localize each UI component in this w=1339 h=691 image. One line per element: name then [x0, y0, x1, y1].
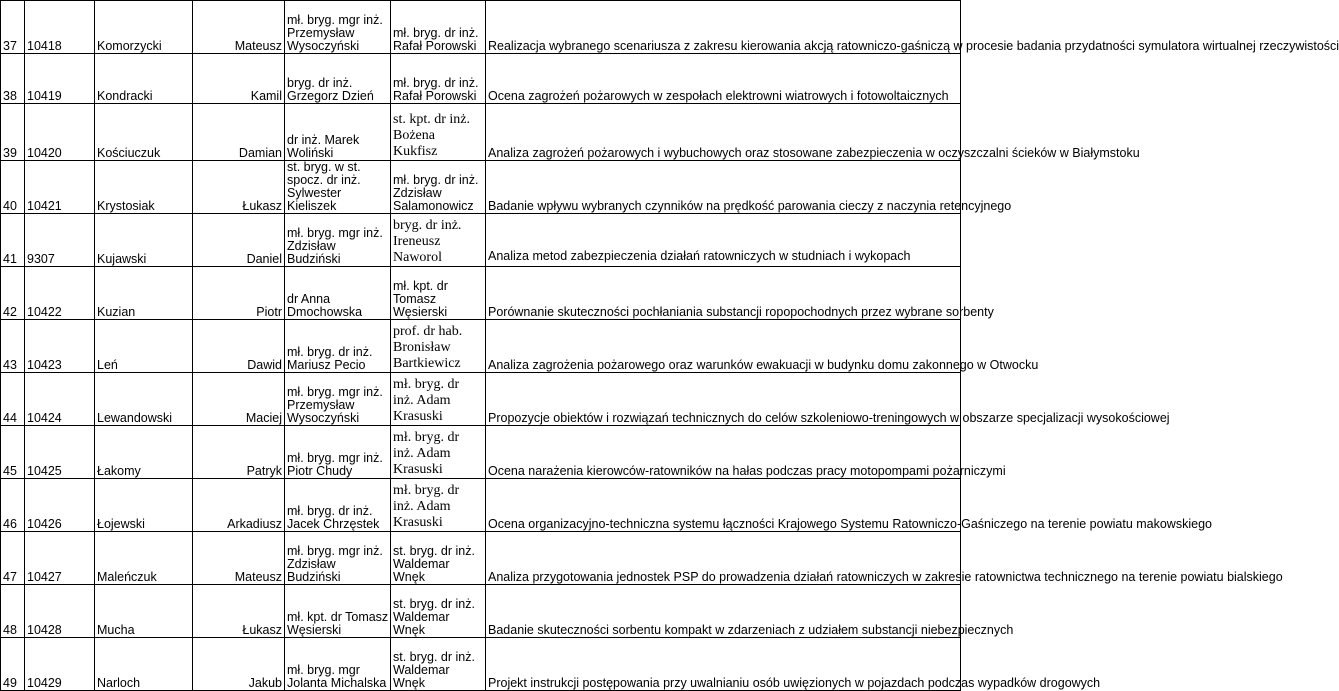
row-number: 49 [1, 638, 25, 691]
supervisor-cell [285, 479, 391, 532]
thesis-topic: Ocena zagrożeń pożarowych w zespołach elektrowni wiatrowych i fotowoltaicznych [486, 54, 961, 104]
student-surname: Komorzycki [95, 1, 193, 54]
student-first-name: Damian [193, 104, 285, 161]
reviewer-line: Salamonowicz [393, 199, 474, 213]
supervisor-line: Wysoczyński [287, 39, 360, 53]
reviewer-line: Węsierski [393, 305, 448, 319]
student-first-name: Maciej [193, 373, 285, 426]
supervisor-cell [285, 267, 391, 320]
supervisor-line: mł. bryg. dr inż. [287, 345, 373, 359]
reviewer-cell [391, 214, 486, 267]
reviewer-line: mł. bryg. dr inż. [393, 76, 479, 90]
reviewer-line: Bronisław [393, 340, 451, 355]
student-id: 10428 [25, 585, 95, 638]
supervisor-line: Grzegorz Dzień [287, 89, 374, 103]
reviewer-cell [391, 479, 486, 532]
table-row [1, 320, 961, 373]
supervisor-cell [285, 214, 391, 267]
reviewer-line: Krasuski [393, 462, 443, 477]
supervisor-line: Woliński [287, 146, 334, 160]
student-first-name: Kamil [193, 54, 285, 104]
supervisor-line: Przemysław [287, 26, 355, 40]
reviewer-cell [391, 638, 486, 691]
student-first-name: Dawid [193, 320, 285, 373]
thesis-topic: Analiza przygotowania jednostek PSP do prowadzenia działań ratowniczych w zakresie ratownictwa technicznego na terenie powiatu bialskiego [486, 532, 961, 585]
supervisor-cell [285, 54, 391, 104]
supervisor-line: mł. bryg. mgr inż. [287, 451, 383, 465]
student-id: 10420 [25, 104, 95, 161]
student-first-name: Piotr [193, 267, 285, 320]
thesis-topic: Analiza metod zabezpieczenia działań ratowniczych w studniach i wykopach [486, 214, 961, 267]
reviewer-line: mł. bryg. dr [393, 483, 460, 498]
reviewer-cell [391, 320, 486, 373]
supervisor-line: Budziński [287, 570, 341, 584]
supervisor-line: mł. bryg. mgr inż. [287, 544, 383, 558]
reviewer-line: Wnęk [393, 570, 425, 584]
supervisor-cell [285, 585, 391, 638]
supervisor-cell [285, 373, 391, 426]
reviewer-line: Tomasz [393, 292, 437, 306]
student-id: 9307 [25, 214, 95, 267]
supervisor-cell [285, 161, 391, 214]
reviewer-cell [391, 1, 486, 54]
reviewer-line: mł. bryg. dr [393, 430, 460, 445]
reviewer-line: Naworol [393, 250, 442, 265]
reviewer-cell [391, 532, 486, 585]
table-row [1, 161, 961, 214]
reviewer-cell [391, 54, 486, 104]
reviewer-line: inż. Adam [393, 446, 451, 461]
table-body [1, 1, 1339, 691]
student-id: 10424 [25, 373, 95, 426]
reviewer-line: st. bryg. dr inż. [393, 650, 475, 664]
supervisor-line: mł. bryg. mgr inż. [287, 385, 383, 399]
thesis-topic: Badanie wpływu wybranych czynników na prędkość parowania cieczy z naczynia retencyjnego [486, 161, 961, 214]
reviewer-line: st. bryg. dr inż. [393, 544, 475, 558]
table-row [1, 532, 961, 585]
supervisor-line: mł. kpt. dr Tomasz [287, 610, 389, 624]
student-id: 10423 [25, 320, 95, 373]
reviewer-line: bryg. dr inż. [393, 218, 462, 233]
supervisor-line: Zdzisław [287, 239, 336, 253]
reviewer-cell [391, 161, 486, 214]
reviewer-line: Wnęk [393, 676, 425, 690]
row-number: 41 [1, 214, 25, 267]
reviewer-line: Bożena [393, 128, 435, 143]
thesis-topic: Projekt instrukcji postępowania przy uwalnianiu osób uwięzionych w pojazdach podczas wypadków drogowych [486, 638, 961, 691]
thesis-topic: Porównanie skuteczności pochłaniania substancji ropopochodnych przez wybrane sorbenty [486, 267, 961, 320]
thesis-topic: Badanie skuteczności sorbentu kompakt w zdarzeniach z udziałem substancji niebezpiecznych [486, 585, 961, 638]
student-first-name: Patryk [193, 426, 285, 479]
reviewer-line: inż. Adam [393, 393, 451, 408]
reviewer-line: Waldemar [393, 557, 450, 571]
supervisor-cell [285, 426, 391, 479]
table-row [1, 1, 961, 54]
reviewer-line: Zdzisław [393, 186, 442, 200]
supervisor-line: mł. bryg. mgr inż. [287, 226, 383, 240]
supervisor-line: Sylwester [287, 186, 342, 200]
supervisor-line: st. bryg. w st. [287, 160, 361, 174]
table-row [1, 585, 961, 638]
reviewer-line: Waldemar [393, 610, 450, 624]
supervisor-line: Dmochowska [287, 305, 363, 319]
student-id: 10421 [25, 161, 95, 214]
supervisor-cell [285, 104, 391, 161]
student-id: 10426 [25, 479, 95, 532]
student-surname: Narloch [95, 638, 193, 691]
thesis-topic: Propozycje obiektów i rozwiązań technicznych do celów szkoleniowo-treningowych w obszarze specjalizacji wysokościowej [486, 373, 961, 426]
reviewer-line: mł. bryg. dr [393, 377, 460, 392]
student-id: 10429 [25, 638, 95, 691]
reviewer-line: mł. bryg. dr inż. [393, 173, 479, 187]
table-row [1, 479, 961, 532]
student-surname: Krystosiak [95, 161, 193, 214]
reviewer-cell [391, 426, 486, 479]
reviewer-line: mł. bryg. dr inż. [393, 26, 479, 40]
row-number: 46 [1, 479, 25, 532]
row-number: 40 [1, 161, 25, 214]
reviewer-line: st. bryg. dr inż. [393, 597, 475, 611]
reviewer-line: prof. dr hab. [393, 324, 463, 339]
supervisor-line: spocz. dr inż. [287, 173, 361, 187]
supervisor-line: bryg. dr inż. [287, 76, 353, 90]
student-surname: Maleńczuk [95, 532, 193, 585]
table-row [1, 54, 961, 104]
supervisor-cell [285, 532, 391, 585]
supervisor-cell [285, 320, 391, 373]
reviewer-line: inż. Adam [393, 499, 451, 514]
table-row [1, 373, 961, 426]
reviewer-line: mł. kpt. dr [393, 279, 448, 293]
student-surname: Kuzian [95, 267, 193, 320]
reviewer-line: Rafał Porowski [393, 39, 477, 53]
table-row [1, 104, 961, 161]
student-id: 10422 [25, 267, 95, 320]
student-surname: Lewandowski [95, 373, 193, 426]
reviewer-cell [391, 373, 486, 426]
supervisor-line: Piotr Chudy [287, 464, 353, 478]
student-surname: Kondracki [95, 54, 193, 104]
supervisor-line: Węsierski [287, 623, 342, 637]
student-first-name: Jakub [193, 638, 285, 691]
row-number: 39 [1, 104, 25, 161]
supervisor-line: mł. bryg. mgr [287, 663, 360, 677]
supervisor-line: mł. bryg. dr inż. [287, 504, 373, 518]
student-first-name: Łukasz [193, 585, 285, 638]
thesis-topic: Ocena narażenia kierowców-ratowników na hałas podczas pracy motopompami pożarniczymi [486, 426, 961, 479]
supervisor-line: Wysoczyński [287, 411, 360, 425]
supervisor-line: mł. bryg. mgr inż. [287, 13, 383, 27]
supervisor-line: dr Anna [287, 292, 331, 306]
reviewer-line: Krasuski [393, 409, 443, 424]
row-number: 43 [1, 320, 25, 373]
student-surname: Łojewski [95, 479, 193, 532]
table-row [1, 214, 961, 267]
student-surname: Kościuczuk [95, 104, 193, 161]
reviewer-cell [391, 267, 486, 320]
row-number: 47 [1, 532, 25, 585]
reviewer-line: Krasuski [393, 515, 443, 530]
reviewer-line: Bartkiewicz [393, 356, 461, 371]
supervisor-line: Zdzisław [287, 557, 336, 571]
student-id: 10425 [25, 426, 95, 479]
student-surname: Kujawski [95, 214, 193, 267]
reviewer-line: Wnęk [393, 623, 425, 637]
thesis-topic: Analiza zagrożeń pożarowych i wybuchowych oraz stosowane zabezpieczenia w oczyszczalni ścieków w Białymstoku [486, 104, 961, 161]
supervisor-line: Kieliszek [287, 199, 337, 213]
student-first-name: Mateusz [193, 532, 285, 585]
row-number: 45 [1, 426, 25, 479]
reviewer-line: Ireneusz [393, 234, 441, 249]
thesis-topic: Realizacja wybranego scenariusza z zakresu kierowania akcją ratowniczo-gaśniczą w procesie badania przydatności symulatora wirtualnej rzeczywistości [486, 1, 961, 54]
reviewer-line: Waldemar [393, 663, 450, 677]
student-id: 10427 [25, 532, 95, 585]
reviewer-line: Kukfisz [393, 144, 438, 159]
row-number: 48 [1, 585, 25, 638]
student-first-name: Arkadiusz [193, 479, 285, 532]
student-id: 10418 [25, 1, 95, 54]
student-id: 10419 [25, 54, 95, 104]
supervisor-line: Jolanta Michalska [287, 676, 387, 690]
reviewer-line: st. kpt. dr inż. [393, 112, 470, 127]
row-number: 42 [1, 267, 25, 320]
thesis-topic: Analiza zagrożenia pożarowego oraz warunków ewakuacji w budynku domu zakonnego w Otwocku [486, 320, 961, 373]
supervisor-cell [285, 1, 391, 54]
supervisor-cell [285, 638, 391, 691]
student-surname: Łakomy [95, 426, 193, 479]
supervisor-line: Jacek Chrzęstek [287, 517, 380, 531]
student-first-name: Mateusz [193, 1, 285, 54]
student-first-name: Daniel [193, 214, 285, 267]
row-number: 37 [1, 1, 25, 54]
table-row [1, 638, 961, 691]
thesis-topic: Ocena organizacyjno-techniczna systemu łączności Krajowego Systemu Ratowniczo-Gaśniczego na terenie powiatu makowskiego [486, 479, 961, 532]
reviewer-cell [391, 104, 486, 161]
supervisor-line: Budziński [287, 252, 341, 266]
table-row [1, 426, 961, 479]
student-first-name: Łukasz [193, 161, 285, 214]
student-surname: Mucha [95, 585, 193, 638]
student-surname: Leń [95, 320, 193, 373]
reviewer-cell [391, 585, 486, 638]
supervisor-line: Przemysław [287, 398, 355, 412]
row-number: 38 [1, 54, 25, 104]
row-number: 44 [1, 373, 25, 426]
supervisor-line: Mariusz Pecio [287, 358, 366, 372]
reviewer-line: Rafał Porowski [393, 89, 477, 103]
supervisor-line: dr inż. Marek [287, 133, 360, 147]
table-row [1, 267, 961, 320]
